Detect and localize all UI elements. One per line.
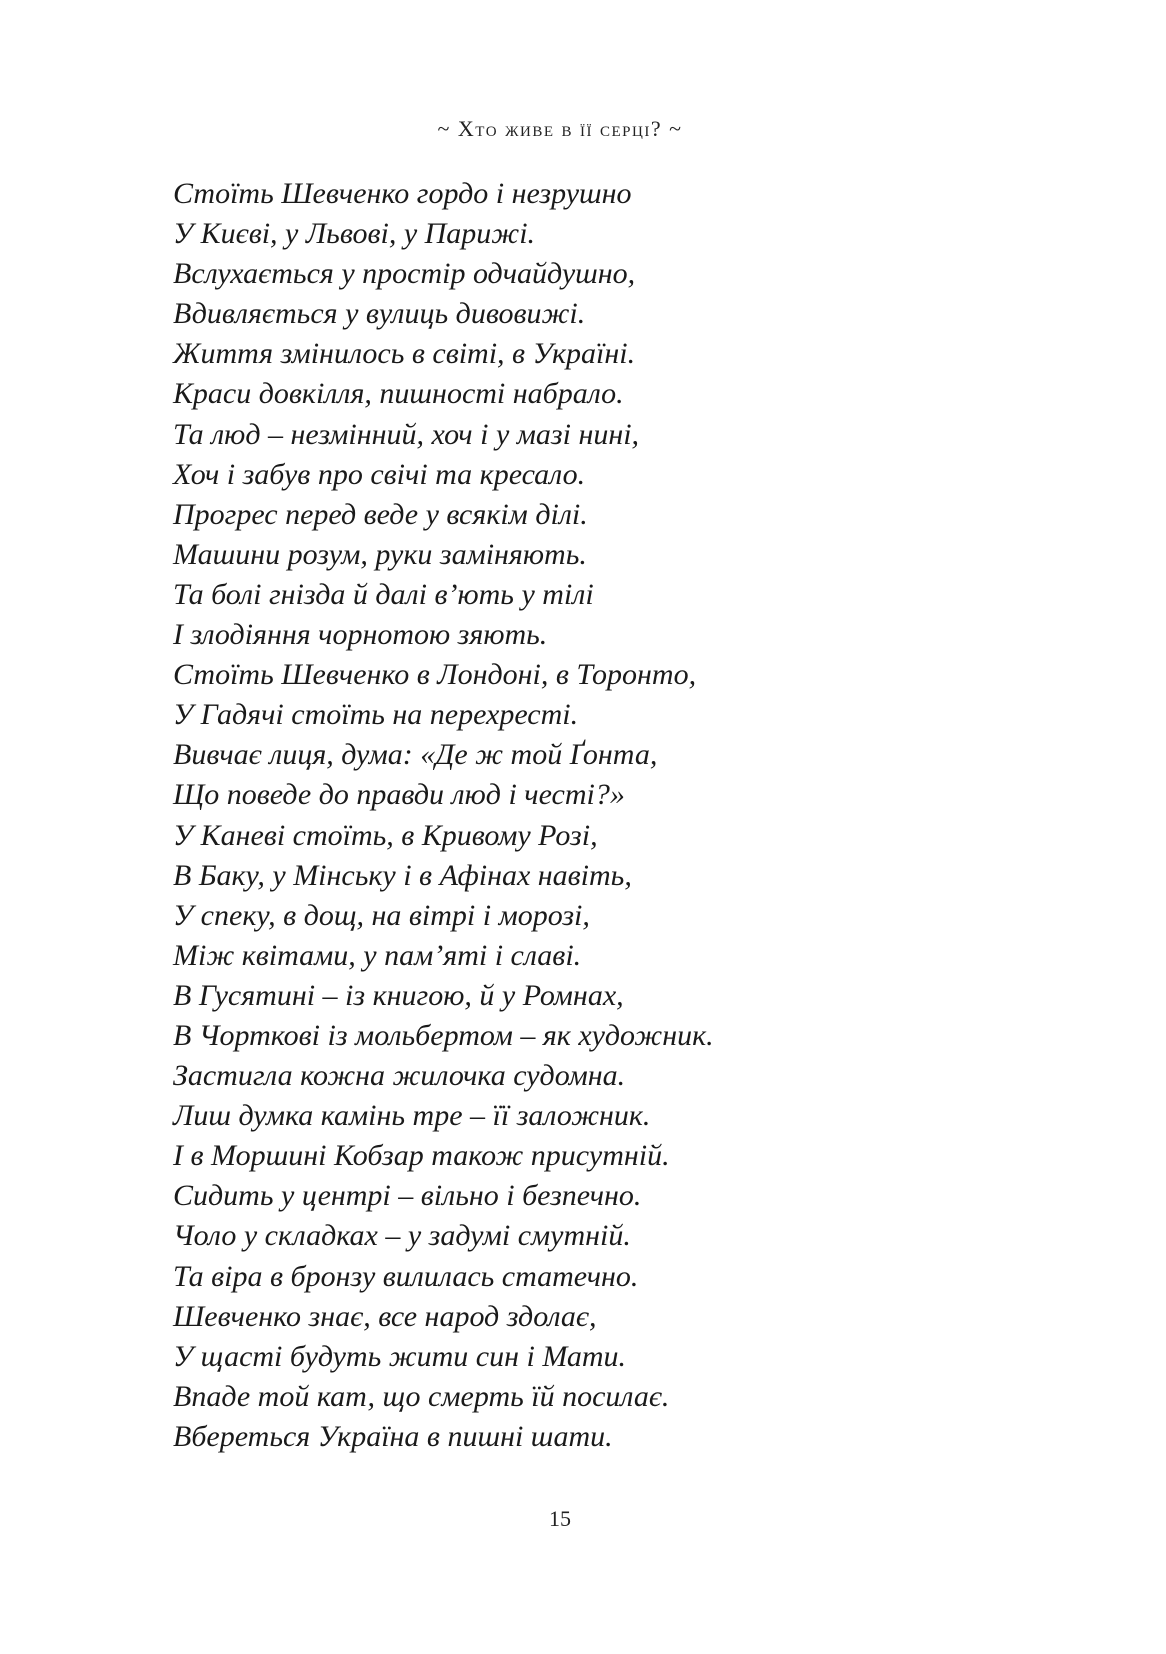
poem-line: І в Моршині Кобзар також присутній. [173, 1139, 670, 1173]
poem-line: Що поведе до правди люд і честі?» [173, 778, 625, 812]
poem-line: У щасті будуть жити син і Мати. [173, 1339, 627, 1373]
poem-line: Лиш думка камінь тре – її заложник. [173, 1099, 651, 1133]
poem-line: Між квітами, у пам’яті і славі. [173, 938, 582, 972]
poem-line: Вивчає лиця, дума: «Де ж той Ґонта, [173, 738, 658, 772]
poem-line: Вбереться Україна в пишні шати. [173, 1419, 613, 1453]
poem-line: Та болі гнізда й далі в’ють у тілі [173, 577, 594, 611]
poem-line: Та віра в бронзу вилилась статечно. [173, 1259, 639, 1293]
poem-line: Сидить у центрі – вільно і безпечно. [173, 1179, 642, 1213]
poem-line: У спеку, в дощ, на вітрі і морозі, [173, 898, 590, 932]
poem-line: Впаде той кат, що смерть їй посилає. [173, 1379, 670, 1413]
poem-line: Застигла кожна жилочка судомна. [173, 1059, 626, 1093]
poem-line: В Баку, у Мінську і в Афінах навіть, [173, 858, 632, 892]
poem-line: Вдивляється у вулиць дивовижі. [173, 297, 586, 331]
poem-line: І злодіяння чорнотою зяють. [173, 618, 548, 652]
poem-line: Життя змінилось в світі, в Україні. [173, 337, 636, 371]
poem-line: Вслухається у простір одчайдушно, [173, 257, 636, 291]
poem-line: В Чорткові із мольбертом – як художник. [173, 1018, 714, 1052]
poem-line: Машини розум, руки заміняють. [173, 537, 587, 571]
page-number: 15 [549, 1506, 571, 1531]
poem-line: Чоло у складках – у задумі смутній. [173, 1219, 631, 1253]
poem-line: Хоч і забув про свічі та кресало. [173, 457, 586, 491]
running-header: ~ Хто живе в її серці? ~ [437, 116, 683, 141]
poem-line: Стоїть Шевченко гордо і незрушно [173, 177, 632, 210]
poem-line: У Гадячі стоїть на перехресті. [173, 698, 579, 732]
poem-line: У Каневі стоїть, в Кривому Розі, [173, 818, 598, 852]
poem-line: В Гусятині – із книгою, й у Ромнах, [173, 978, 624, 1012]
poem-line: Шевченко знає, все народ здолає, [173, 1299, 597, 1333]
poem-line: Та люд – незмінний, хоч і у мазі нині, [173, 417, 640, 451]
poem-line: У Києві, у Львові, у Парижі. [173, 217, 536, 251]
poem-line: Стоїть Шевченко в Лондоні, в Торонто, [173, 658, 697, 692]
poem-line: Краси довкілля, пишності набрало. [173, 377, 624, 411]
poem-text [173, 174, 1073, 1457]
poem-line: Прогрес перед веде у всякім ділі. [173, 497, 588, 531]
